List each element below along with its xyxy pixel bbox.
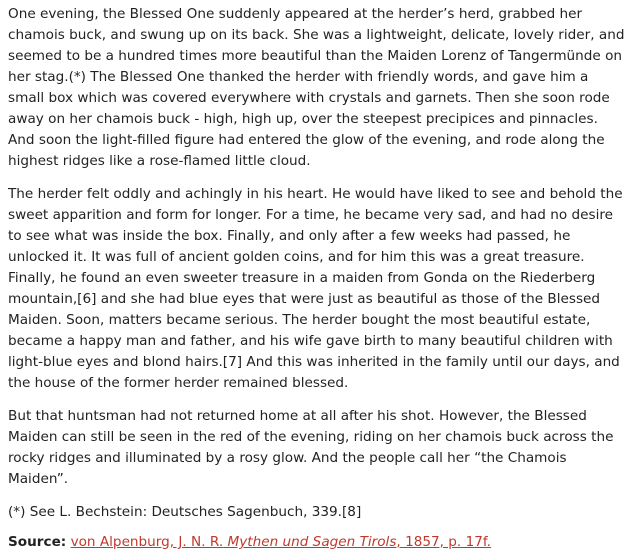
paragraph-1: One evening, the Blessed One suddenly appeared at the herder’s herd, grabbed her chamois buck, and swung up on its back. She was a lightweight, delicate, lovely rider, and seemed to be a hundred times more beautiful than the Maiden Lorenz of Tangermünde on her stag.(*) The Blessed One thanked the herder with friendly words, and gave him a small box which was covered everywhere with crystals and garnets. Then she soon rode away on her chamois buck - high, high up, over the steepest precipices and pinnacles. And soon the light-filled figure had entered the glow of the evening, and rode along the highest ridges like a rose-flamed little cloud. [8,6,625,169]
source-author: von Alpenburg, J. N. R. [70,534,224,550]
source-details: , 1857, p. 17f. [396,534,491,550]
footnote: (*) See L. Bechstein: Deutsches Sagenbuch, 339.[8] [8,504,362,520]
paragraph-2: The herder felt oddly and achingly in his heart. He would have liked to see and behold the sweet apparition and form for longer. For a time, he became very sad, and had no desire to see what was inside the box. Finally, and only after a few weeks had passed, he unlocked it. It was full of ancient golden coins, and for him this was a great treasure. Finally, he found an even sweeter treasure in a maiden from Gonda on the Riederberg mountain,[6] and she had blue eyes that were just as beautiful as those of the Blessed Maiden. Soon, matters became serious. The herder bought the most beautiful estate, became a happy man and father, and his wife gave birth to many beautiful children with light-blue eyes and blond hairs.[7] And this was inherited in the family until our days, and the house of the former herder remained blessed. [8,186,623,391]
paragraph-3: But that huntsman had not returned home at all after his shot. However, the Blessed Maiden can still be seen in the red of the evening, riding on her chamois buck across the rocky ridges and illuminated by a rosy glow. And the people call her “the Chamois Maiden”. [8,408,614,487]
source-label: Source: [8,534,67,550]
source-link[interactable] [71,534,491,550]
source-line [8,532,627,553]
source-title: Mythen und Sagen Tirols [227,534,397,550]
